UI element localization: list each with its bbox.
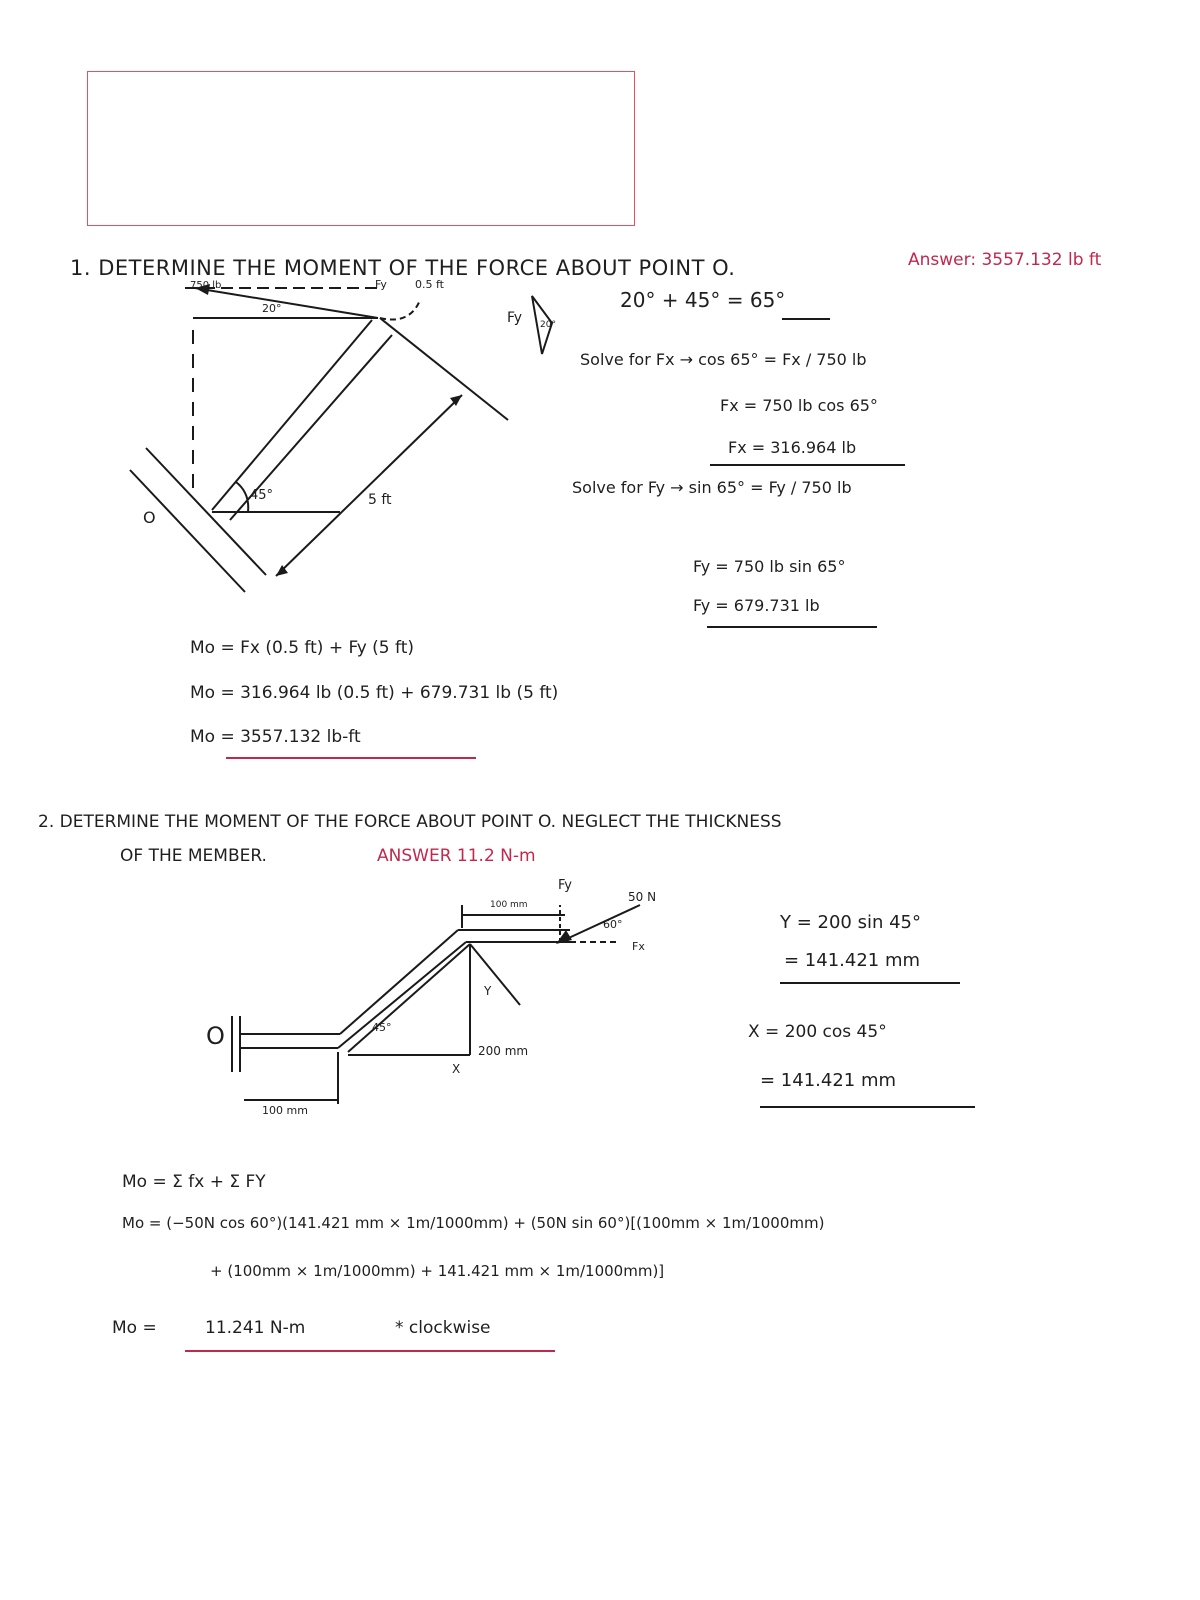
mo-line1: Mo = Fx (0.5 ft) + Fy (5 ft)	[190, 638, 414, 658]
mo-result-2-underline	[185, 1350, 555, 1352]
dim-200-label: 200 mm	[478, 1044, 529, 1058]
length-5ft-label: 5 ft	[368, 492, 392, 508]
dist-top-label: 0.5 ft	[415, 278, 444, 291]
angle-45-label-2: 45°	[372, 1021, 392, 1034]
angle-45-label: 45°	[250, 488, 274, 503]
fx-setup: Solve for Fx → cos 65° = Fx / 750 lb	[580, 350, 867, 369]
angle-60-label: 60°	[603, 918, 623, 931]
problem2-answer: ANSWER 11.2 N-m	[377, 846, 536, 866]
y-result-underline	[780, 982, 960, 984]
angle-equation: 20° + 45° = 65°	[620, 288, 786, 312]
force-50n-line	[560, 905, 640, 942]
triangle-fy-label: Fy	[507, 310, 523, 326]
fx-line1: Fx = 750 lb cos 65°	[720, 396, 878, 415]
y-result: = 141.421 mm	[784, 950, 921, 971]
mo-line2: Mo = 316.964 lb (0.5 ft) + 679.731 lb (5 ft)	[190, 683, 559, 703]
fx-label-2: Fx	[632, 940, 645, 953]
force-50n-label: 50 N	[628, 890, 657, 904]
x-equation: X = 200 cos 45°	[748, 1022, 887, 1042]
x-dim-label: X	[452, 1062, 461, 1076]
fy-line1: Fy = 750 lb sin 65°	[693, 557, 846, 576]
dim-200-line	[348, 944, 470, 1052]
member-diagonal-1	[340, 930, 458, 1034]
fy-label-2: Fy	[558, 878, 572, 893]
point-o-label-2: O	[206, 1022, 225, 1050]
member-diagonal-2	[338, 942, 466, 1048]
force-label: 750 lb	[190, 280, 222, 291]
problem2-title-line2: OF THE MEMBER.	[120, 846, 267, 866]
mo-expression-2: + (100mm × 1m/1000mm) + 141.421 mm × 1m/1000mm)]	[210, 1262, 665, 1280]
direction-label: * clockwise	[395, 1318, 491, 1338]
problem1-title: 1. DETERMINE THE MOMENT OF THE FORCE ABOUT POINT O.	[70, 256, 736, 280]
triangle-side	[470, 944, 520, 1005]
mo-result: Mo = 3557.132 lb-ft	[190, 727, 361, 747]
fx-result: Fx = 316.964 lb	[728, 438, 857, 457]
fy-setup: Solve for Fy → sin 65° = Fy / 750 lb	[572, 478, 852, 497]
mo-result-2: 11.241 N-m	[205, 1318, 306, 1338]
mo-label-2: Mo =	[112, 1318, 157, 1338]
fy-small-label: Fy	[375, 278, 387, 291]
x-result-underline	[760, 1106, 975, 1108]
angle-top-label: 20°	[262, 302, 282, 315]
y-dim-label: Y	[484, 984, 492, 998]
dim-top-label: 100 mm	[490, 900, 528, 910]
fy-result: Fy = 679.731 lb	[693, 596, 820, 615]
point-o-label: O	[143, 508, 156, 527]
problem2-title-line1: 2. DETERMINE THE MOMENT OF THE FORCE ABOUT POINT O. NEGLECT THE THICKNESS	[38, 812, 782, 832]
triangle-angle-label: 20°	[540, 320, 556, 330]
x-result: = 141.421 mm	[760, 1070, 897, 1091]
y-equation: Y = 200 sin 45°	[780, 912, 922, 933]
mo-definition: Mo = Σ fx + Σ FY	[122, 1172, 266, 1192]
dim-bottom-label: 100 mm	[262, 1104, 308, 1117]
mo-expression-1: Mo = (−50N cos 60°)(141.421 mm × 1m/1000mm) + (50N sin 60°)[(100mm × 1m/1000mm)	[122, 1214, 825, 1232]
problem1-answer: Answer: 3557.132 lb ft	[908, 250, 1102, 270]
